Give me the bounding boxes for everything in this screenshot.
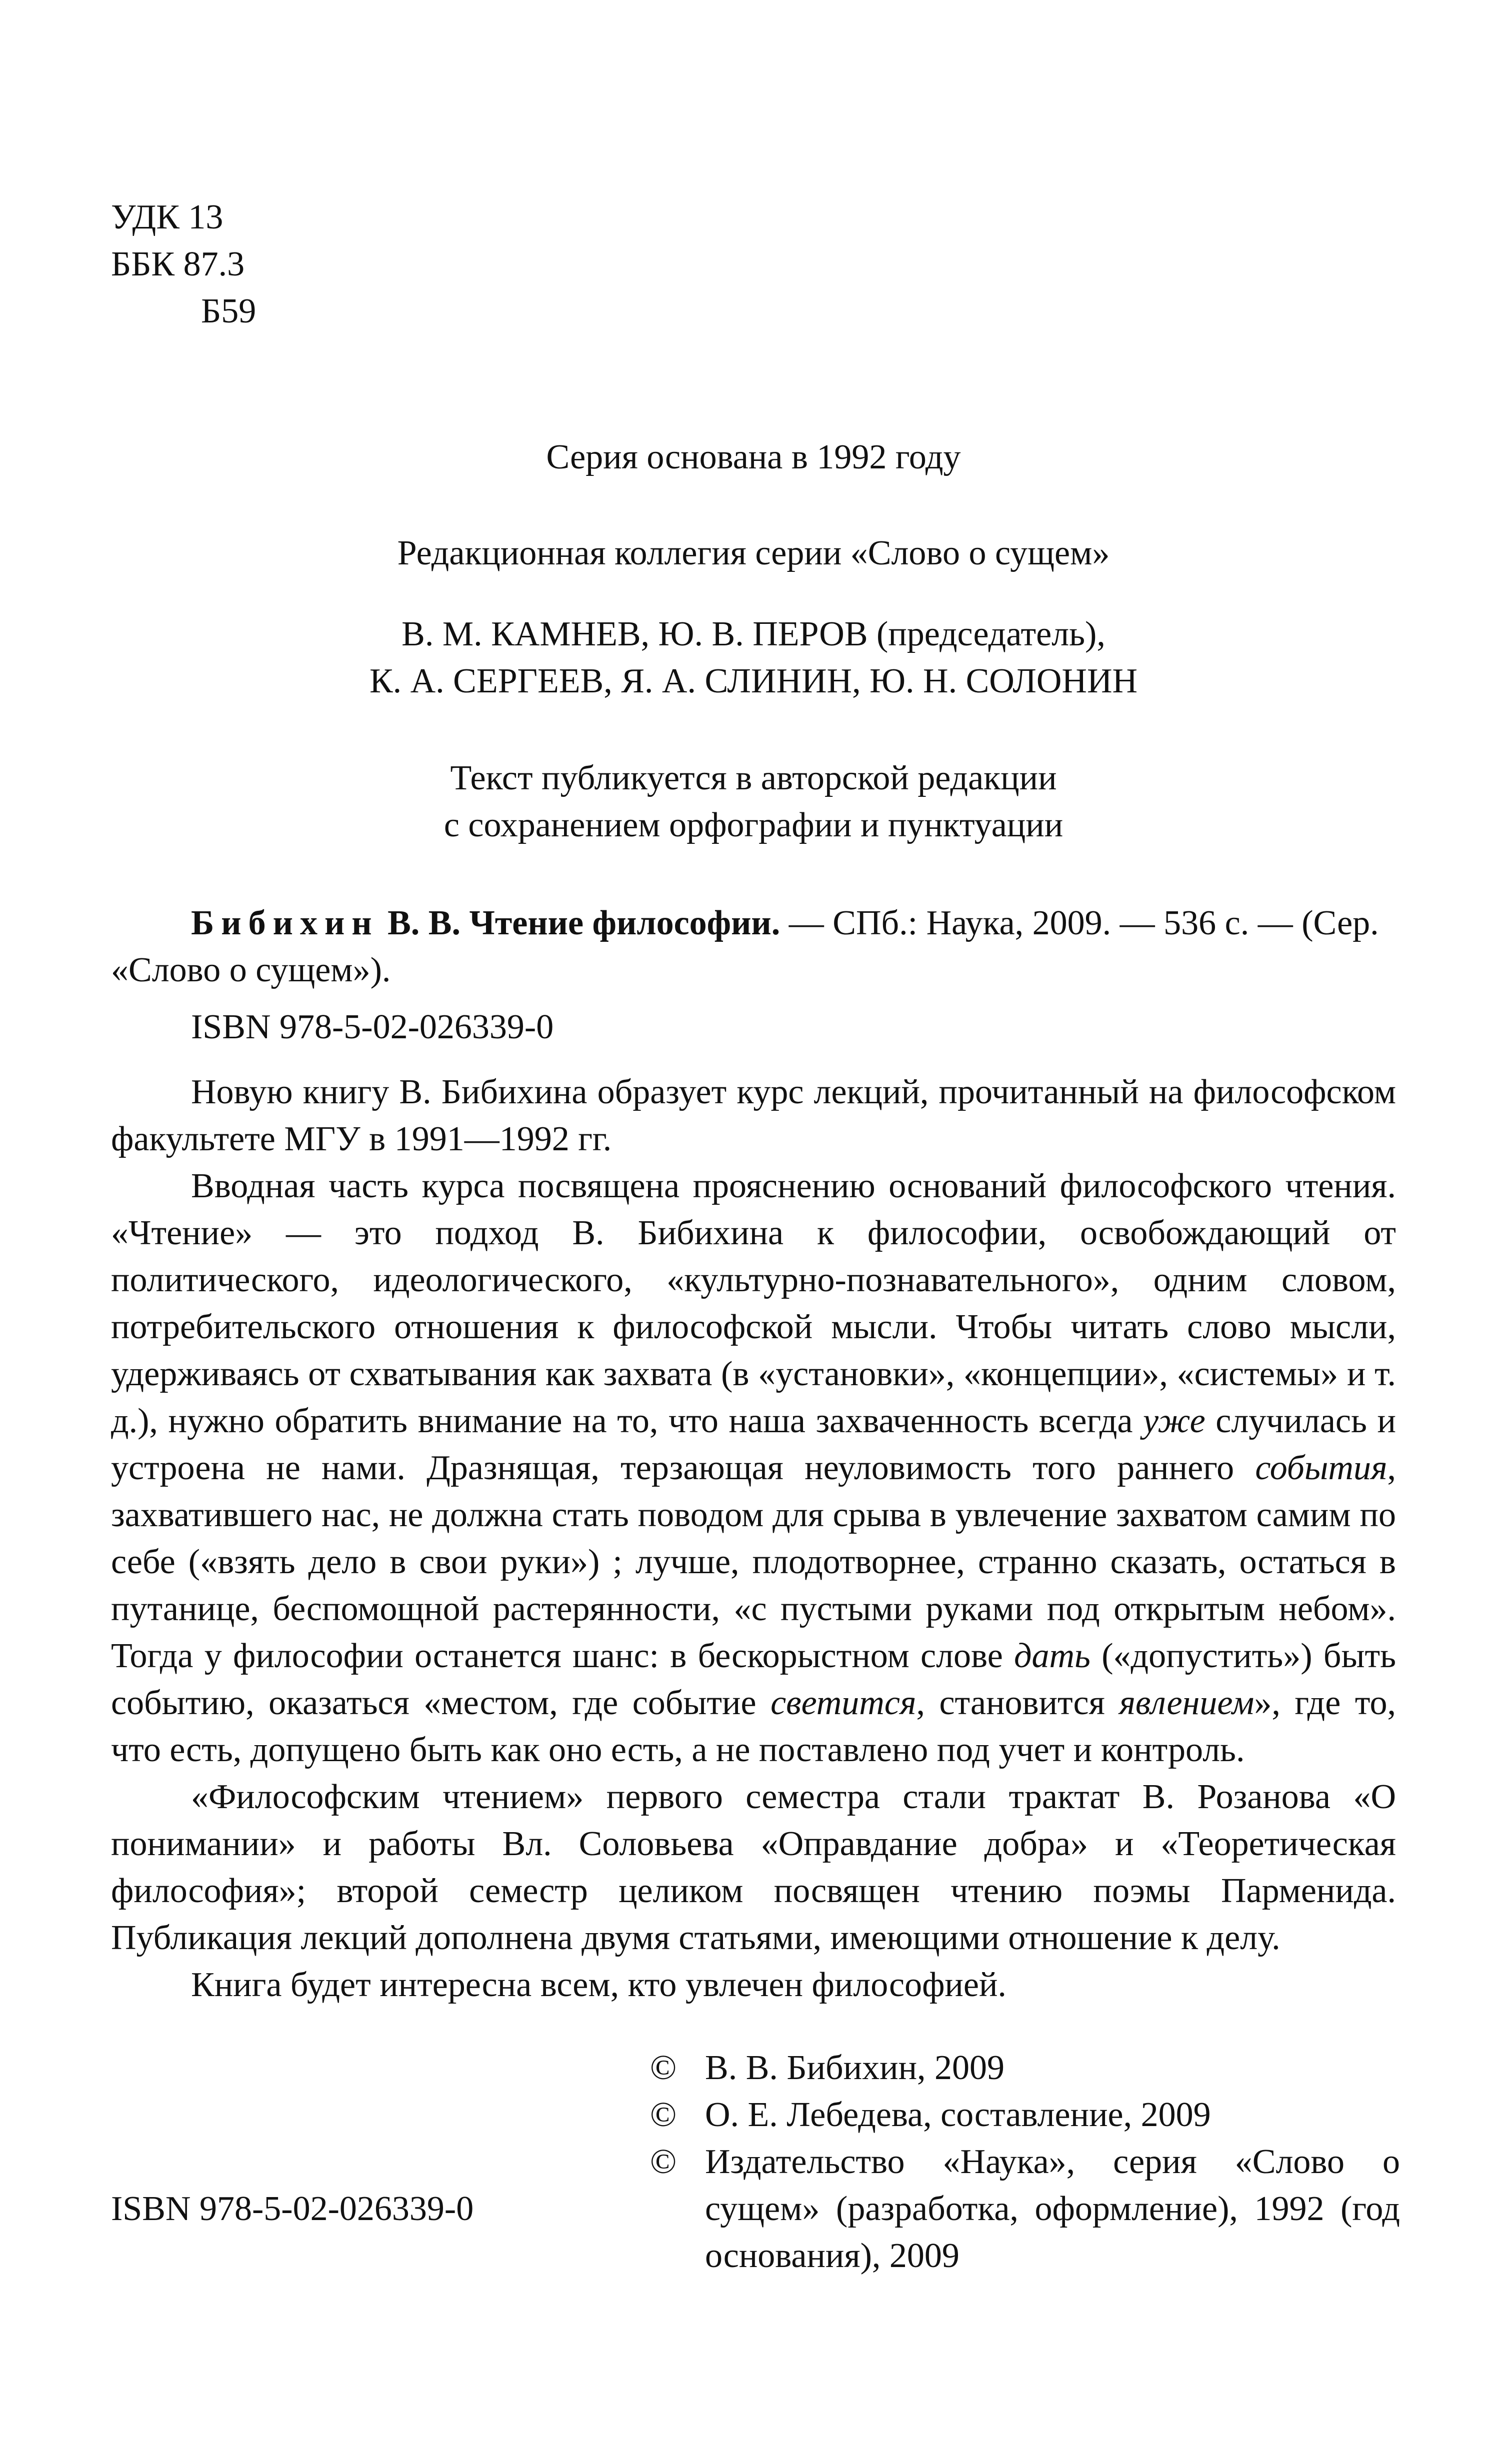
annotation-text: случилась и устроена не нами. Дразнящая, терзающая неуловимость того раннего — [111, 1402, 1396, 1487]
copyright-line — [650, 2045, 1400, 2092]
annotation-emphasis: дать — [1014, 1637, 1090, 1675]
udk-code: УДК 13 — [111, 198, 224, 236]
annotation-text: Вводная часть курса посвящена прояснению оснований философского чтения. «Чтение» — это подход В. Бибихина к философии, освобождающий от политического, идеологического, «культурно-познавательного», одним словом, потребительского отношения к философской мысли. Чтобы читать слово мысли, удерживаясь от схватывания как захвата (в «установки», «концепции», «системы» и т. д.), нужно обратить внимание на то, что наша захваченность всегда — [111, 1167, 1396, 1440]
annotation-text: », где то, что есть, допущено быть как оно есть, а не поставлено под учет и контроль. — [111, 1684, 1396, 1769]
copyright-text: Издательство «Наука», серия «Слово о сущем» (разработка, оформление), 1992 (год основания), 2009 — [705, 2143, 1400, 2275]
copyright-line — [650, 2139, 1400, 2280]
copyright-line — [650, 2092, 1400, 2139]
editorial-board-title: Редакционная коллегия серии «Слово о сущем» — [397, 534, 1110, 572]
copyright-text: В. В. Бибихин, 2009 — [705, 2049, 1005, 2087]
editorial-board-line: К. А. СЕРГЕЕВ, Я. А. СЛИНИН, Ю. Н. СОЛОНИН — [369, 662, 1138, 700]
annotation-paragraph: «Философским чтением» первого семестра стали трактат В. Розанова «О понимании» и работы Вл. Соловьева «Оправдание добра» и «Теоретическая философия»; второй семестр целиком посвящен чтению поэмы Парменида. Публикация лекций дополнена двумя статьями, имеющими отношение к делу. — [111, 1778, 1396, 1957]
annotation-paragraph: Новую книгу В. Бибихина образует курс лекций, прочитанный на философском факультете МГУ в 1991—1992 гг. — [111, 1073, 1396, 1158]
editorial-board-members — [0, 611, 1507, 705]
bbk-code: ББК 87.3 — [111, 245, 245, 283]
annotation-emphasis: уже — [1143, 1402, 1206, 1440]
annotation-emphasis: светится — [770, 1684, 916, 1722]
copyright-symbol: © — [650, 2096, 677, 2134]
copyright-symbol: © — [650, 2049, 677, 2087]
copyright-text: О. Е. Лебедева, составление, 2009 — [705, 2096, 1211, 2134]
author-initials: В. В. — [378, 904, 460, 942]
annotation-emphasis: явлением — [1119, 1684, 1254, 1722]
annotation-text: , захватившего нас, не должна стать поводом для срыва в увлечение захватом самим по себе («взять дело в свои руки») ; лучше, плодотворнее, странно сказать, остаться в путанице, беспомощной растерянности, «с пустыми руками под открытым небом». Тогда у философии останется шанс: в бескорыстном слове — [111, 1449, 1396, 1675]
series-note: Серия основана в 1992 году — [546, 438, 961, 476]
annotation-emphasis: события — [1255, 1449, 1388, 1487]
bibliographic-entry — [111, 900, 1396, 994]
isbn-bottom: ISBN 978-5-02-026339-0 — [111, 2190, 474, 2228]
copyright-notices — [650, 2045, 1400, 2280]
annotation-paragraph: Книга будет интересна всем, кто увлечен философией. — [191, 1966, 1006, 2004]
publication-note — [0, 755, 1507, 849]
author-surname: Бибихин — [191, 904, 379, 942]
annotation — [111, 1069, 1396, 2009]
classification-codes — [111, 194, 256, 335]
copyright-symbol: © — [650, 2143, 677, 2181]
publication-note-line: Текст публикуется в авторской редакции — [450, 759, 1057, 797]
annotation-paragraph — [111, 1163, 1396, 1774]
book-title: Чтение философии. — [460, 904, 780, 942]
publication-note-line: с сохранением орфографии и пунктуации — [444, 806, 1064, 844]
isbn-top: ISBN 978-5-02-026339-0 — [191, 1008, 554, 1046]
annotation-text: , становится — [916, 1684, 1120, 1722]
editorial-board-line: В. М. КАМНЕВ, Ю. В. ПЕРОВ (председатель), — [402, 615, 1106, 653]
annotation-text: («допустить») быть событию, оказаться «местом, где событие — [111, 1637, 1396, 1722]
imprint: — СПб.: Наука, 2009. — 536 с. — (Сер. «Слово о сущем»). — [111, 904, 1379, 989]
author-mark-code: Б59 — [201, 292, 256, 330]
